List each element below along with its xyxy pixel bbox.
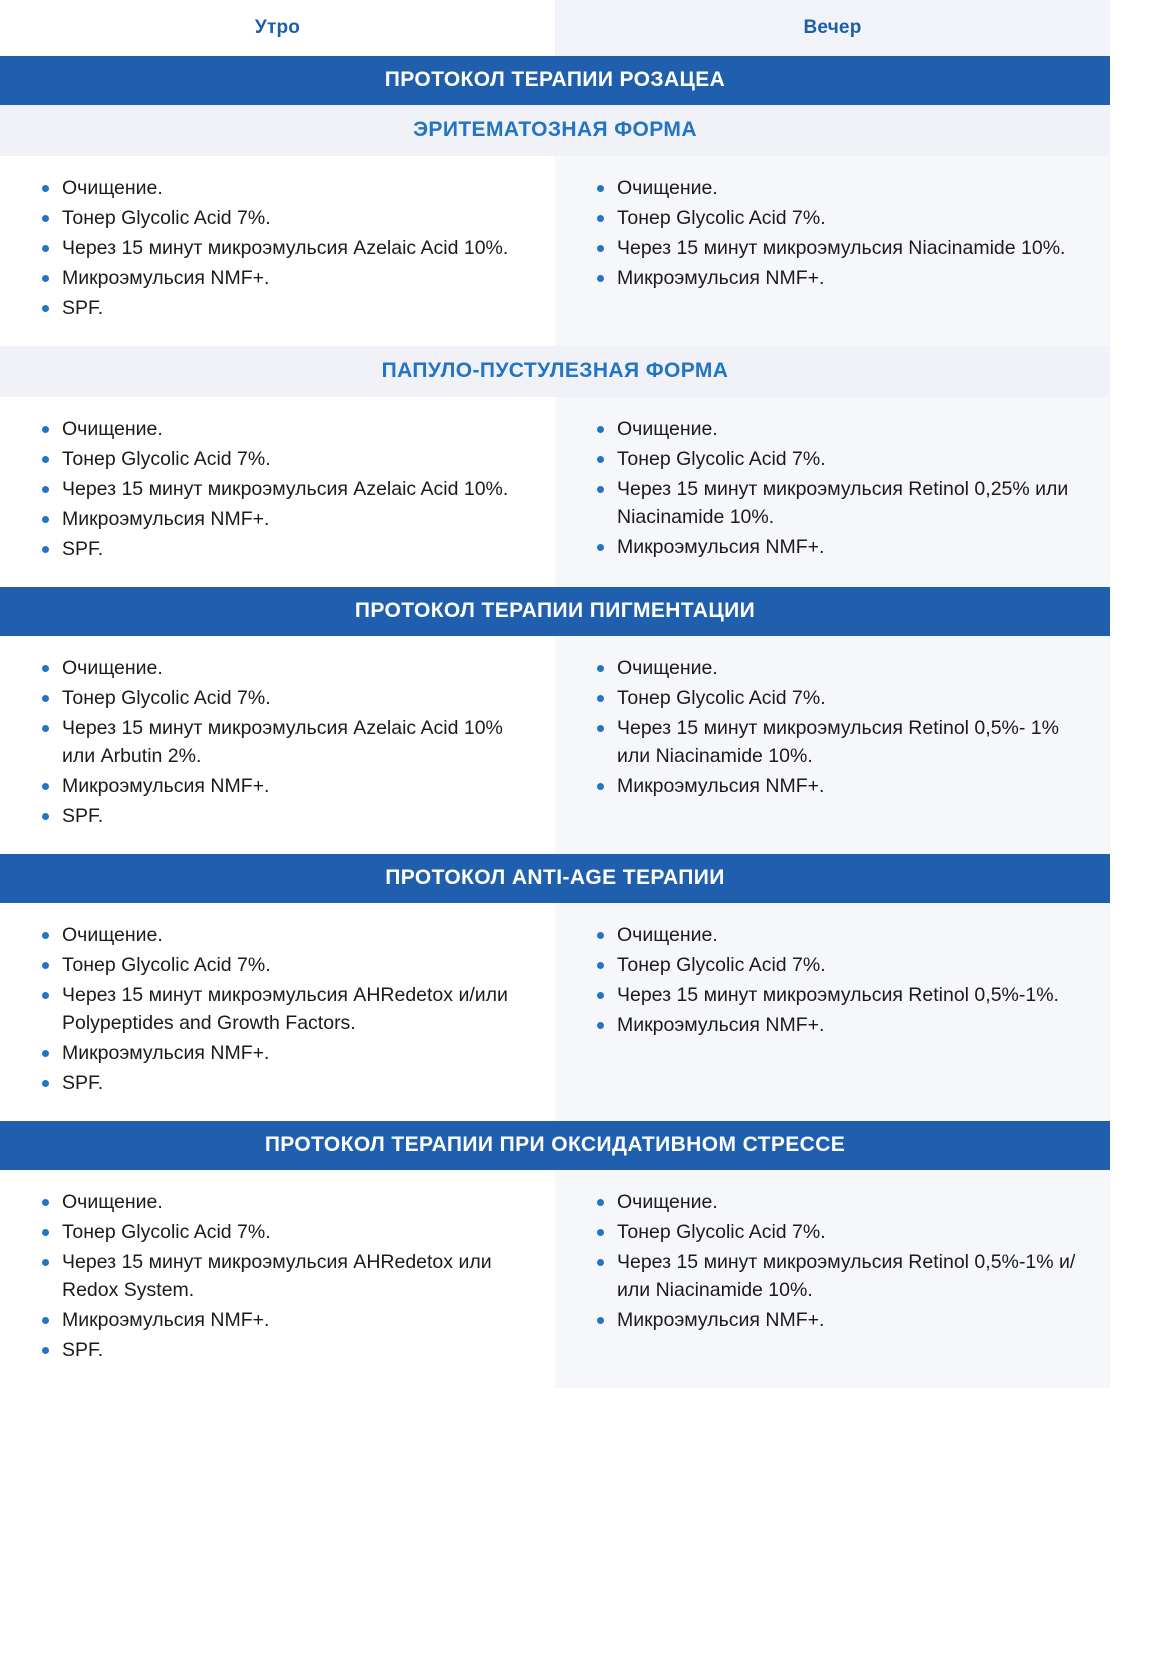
cell-evening (555, 397, 1110, 587)
protocol-row (0, 903, 1110, 1121)
step-item: Очищение. (589, 654, 1076, 682)
step-item: Микроэмульсия NMF+. (589, 1306, 1076, 1334)
step-item: Через 15 минут микроэмульсия Retinol 0,25% или Niacinamide 10%. (589, 475, 1076, 531)
step-item: Очищение. (34, 1188, 521, 1216)
step-item: Микроэмульсия NMF+. (34, 1306, 521, 1334)
step-item: Микроэмульсия NMF+. (34, 505, 521, 533)
step-item: Через 15 минут микроэмульсия Retinol 0,5%- 1% или Niacinamide 10%. (589, 714, 1076, 770)
step-item: Тонер Glycolic Acid 7%. (589, 204, 1076, 232)
form-title-band: ПАПУЛО-ПУСТУЛЕЗНАЯ ФОРМА (0, 346, 1110, 397)
steps-list-evening (589, 654, 1076, 800)
protocol-row (0, 1170, 1110, 1388)
step-item: Через 15 минут микроэмульсия AHRedetox или Redox System. (34, 1248, 521, 1304)
steps-list-morning (34, 415, 521, 563)
protocol-row (0, 636, 1110, 854)
step-item: Тонер Glycolic Acid 7%. (34, 684, 521, 712)
steps-list-evening (589, 921, 1076, 1039)
steps-list-evening (589, 174, 1076, 292)
step-item: Через 15 минут микроэмульсия Azelaic Acid 10% или Arbutin 2%. (34, 714, 521, 770)
step-item: Очищение. (34, 921, 521, 949)
step-item: Тонер Glycolic Acid 7%. (34, 1218, 521, 1246)
step-item: Через 15 минут микроэмульсия Azelaic Acid 10%. (34, 475, 521, 503)
step-item: Очищение. (589, 1188, 1076, 1216)
step-item: Тонер Glycolic Acid 7%. (34, 204, 521, 232)
step-item: Очищение. (589, 174, 1076, 202)
column-header-row (0, 0, 1110, 56)
cell-morning (0, 903, 555, 1121)
form-title-band: ЭРИТЕМАТОЗНАЯ ФОРМА (0, 105, 1110, 156)
step-item: Тонер Glycolic Acid 7%. (34, 951, 521, 979)
step-item: Очищение. (34, 174, 521, 202)
step-item: Микроэмульсия NMF+. (589, 1011, 1076, 1039)
step-item: Микроэмульсия NMF+. (34, 1039, 521, 1067)
step-item: Через 15 минут микроэмульсия Niacinamide 10%. (589, 234, 1076, 262)
step-item: Микроэмульсия NMF+. (34, 264, 521, 292)
steps-list-morning (34, 921, 521, 1097)
step-item: Микроэмульсия NMF+. (589, 264, 1076, 292)
column-header-morning: Утро (0, 0, 555, 56)
step-item: Очищение. (589, 921, 1076, 949)
step-item: Тонер Glycolic Acid 7%. (589, 1218, 1076, 1246)
steps-list-evening (589, 1188, 1076, 1334)
steps-list-evening (589, 415, 1076, 561)
cell-evening (555, 1170, 1110, 1388)
steps-list-morning (34, 174, 521, 322)
step-item: Очищение. (589, 415, 1076, 443)
step-item: Тонер Glycolic Acid 7%. (589, 951, 1076, 979)
cell-morning (0, 636, 555, 854)
cell-evening (555, 903, 1110, 1121)
step-item: Очищение. (34, 654, 521, 682)
step-item: SPF. (34, 802, 521, 830)
step-item: Тонер Glycolic Acid 7%. (589, 684, 1076, 712)
column-header-evening: Вечер (555, 0, 1110, 56)
step-item: Микроэмульсия NMF+. (589, 533, 1076, 561)
step-item: Через 15 минут микроэмульсия Retinol 0,5%-1%. (589, 981, 1076, 1009)
step-item: Через 15 минут микроэмульсия Azelaic Acid 10%. (34, 234, 521, 262)
steps-list-morning (34, 1188, 521, 1364)
step-item: Через 15 минут микроэмульсия Retinol 0,5%-1% и/или Niacinamide 10%. (589, 1248, 1076, 1304)
cell-morning (0, 156, 555, 346)
step-item: SPF. (34, 294, 521, 322)
protocol-row (0, 156, 1110, 346)
bottom-spacer (0, 1388, 1110, 1558)
step-item: SPF. (34, 535, 521, 563)
cell-morning (0, 1170, 555, 1388)
step-item: Микроэмульсия NMF+. (589, 772, 1076, 800)
sections-container (0, 56, 1170, 1388)
cell-evening (555, 636, 1110, 854)
step-item: Через 15 минут микроэмульсия AHRedetox и/или Polypeptides and Growth Factors. (34, 981, 521, 1037)
protocol-title-band: ПРОТОКОЛ ТЕРАПИИ РОЗАЦЕА (0, 56, 1110, 105)
protocol-title-band: ПРОТОКОЛ ТЕРАПИИ ПРИ ОКСИДАТИВНОМ СТРЕССЕ (0, 1121, 1110, 1170)
protocol-title-band: ПРОТОКОЛ ТЕРАПИИ ПИГМЕНТАЦИИ (0, 587, 1110, 636)
step-item: Тонер Glycolic Acid 7%. (34, 445, 521, 473)
step-item: SPF. (34, 1336, 521, 1364)
cell-evening (555, 156, 1110, 346)
step-item: Тонер Glycolic Acid 7%. (589, 445, 1076, 473)
step-item: Очищение. (34, 415, 521, 443)
protocol-title-band: ПРОТОКОЛ ANTI-AGE ТЕРАПИИ (0, 854, 1110, 903)
protocol-row (0, 397, 1110, 587)
cell-morning (0, 397, 555, 587)
step-item: SPF. (34, 1069, 521, 1097)
step-item: Микроэмульсия NMF+. (34, 772, 521, 800)
steps-list-morning (34, 654, 521, 830)
